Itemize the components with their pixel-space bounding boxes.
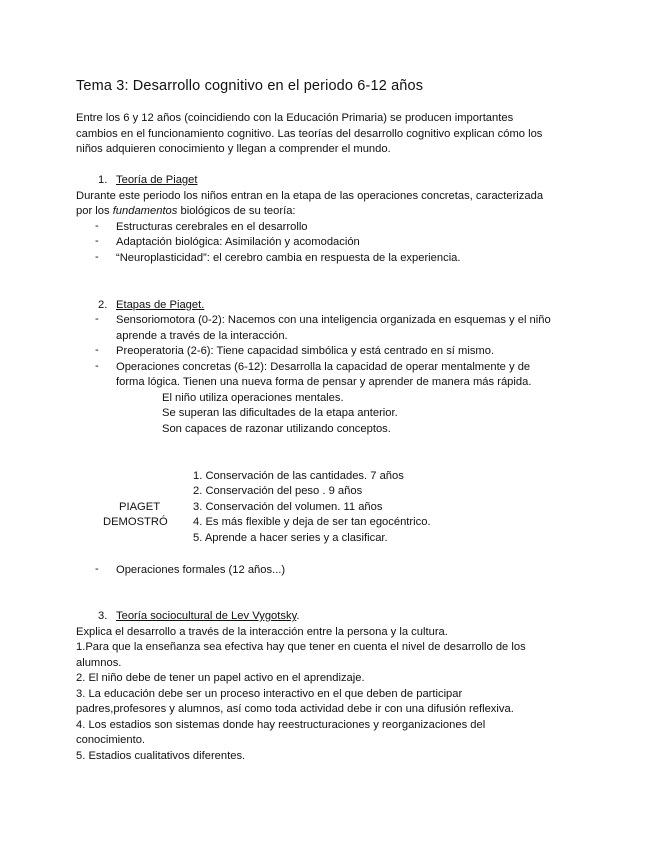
demonstrated-item: 1. Conservación de las cantidades. 7 años <box>193 470 404 482</box>
section3-heading-wrap <box>116 609 299 624</box>
bullet-dash: - <box>95 313 99 325</box>
piaget-label: DEMOSTRÓ <box>103 516 168 528</box>
demonstrated-item: 2. Conservación del peso . 9 años <box>193 485 363 497</box>
text-span: biológicos de su teoría: <box>177 205 296 217</box>
emphasis-text: fundamentos <box>112 205 178 217</box>
section3-line: Explica el desarrollo a través de la interacción entre la persona y la cultura. <box>76 626 448 638</box>
section3-line: 2. El niño debe de tener un papel activo en el aprendizaje. <box>76 672 365 684</box>
bullet-item: Estructuras cerebrales en el desarrollo <box>116 221 308 233</box>
bullet-dash: - <box>95 220 99 232</box>
bullet-item-continuation: aprende a través de la interacción. <box>116 330 288 342</box>
page-title: Tema 3: Desarrollo cognitivo en el periodo 6-12 años <box>76 78 424 94</box>
section1-paragraph-line: Durante este periodo los niños entran en la etapa de las operaciones concretas, caracterizada <box>76 190 544 202</box>
demonstrated-item: 5. Aprende a hacer series y a clasificar. <box>193 532 388 544</box>
bullet-item: Operaciones formales (12 años...) <box>116 564 286 576</box>
concrete-note: Se superan las dificultades de la etapa anterior. <box>162 407 398 419</box>
demonstrated-item: 3. Conservación del volumen. 11 años <box>193 501 383 513</box>
bullet-dash: - <box>95 344 99 356</box>
bullet-item: Preoperatoria (2-6): Tiene capacidad simbólica y está centrado en sí mismo. <box>116 345 495 357</box>
bullet-dash: - <box>95 251 99 263</box>
section3-number: 3. <box>98 610 108 622</box>
section3-heading: Teoría sociocultural de Lev Vygotsky <box>116 610 297 622</box>
section3-line: 5. Estadios cualitativos diferentes. <box>76 750 246 762</box>
section3-line: 1.Para que la enseñanza sea efectiva hay que tener en cuenta el nivel de desarrollo de los <box>76 641 526 653</box>
intro-line: cambios en el funcionamiento cognitivo. Las teorías del desarrollo cognitivo explican cómo los <box>76 128 543 140</box>
bullet-item: Operaciones concretas (6-12): Desarrolla la capacidad de operar mentalmente y de <box>116 361 531 373</box>
bullet-item-continuation: forma lógica. Tienen una nueva forma de pensar y aprender de manera más rápida. <box>116 376 532 388</box>
concrete-note: Son capaces de razonar utilizando conceptos. <box>162 423 391 435</box>
section1-number: 1. <box>98 174 108 186</box>
bullet-item: Adaptación biológica: Asimilación y acomodación <box>116 236 360 248</box>
intro-line: niños adquieren conocimiento y llegan a comprender el mundo. <box>76 143 391 155</box>
bullet-item: Sensoriomotora (0-2): Nacemos con una inteligencia organizada en esquemas y el niño <box>116 314 551 326</box>
section2-heading: Etapas de Piaget. <box>116 299 205 311</box>
section3-heading-suffix: . <box>296 610 300 622</box>
section3-line: alumnos. <box>76 657 122 669</box>
piaget-label: PIAGET <box>119 501 161 513</box>
bullet-dash: - <box>95 360 99 372</box>
section3-line: padres,profesores y alumnos, así como toda actividad debe ir con una difusión reflexiva. <box>76 703 514 715</box>
section3-line: 3. La educación debe ser un proceso interactivo en el que deben de participar <box>76 688 463 700</box>
section3-line: conocimiento. <box>76 734 146 746</box>
bullet-item: “Neuroplasticidad”: el cerebro cambia en respuesta de la experiencia. <box>116 252 461 264</box>
text-span: por los <box>76 205 113 217</box>
concrete-note: El niño utiliza operaciones mentales. <box>162 392 344 404</box>
section1-paragraph-line <box>76 204 296 219</box>
demonstrated-item: 4. Es más flexible y deja de ser tan egocéntrico. <box>193 516 431 528</box>
intro-line: Entre los 6 y 12 años (coincidiendo con la Educación Primaria) se producen importantes <box>76 112 514 124</box>
bullet-dash: - <box>95 235 99 247</box>
bullet-dash: - <box>95 563 99 575</box>
section2-number: 2. <box>98 299 108 311</box>
section3-line: 4. Los estadios son sistemas donde hay reestructuraciones y reorganizaciones del <box>76 719 486 731</box>
section1-heading: Teoría de Piaget <box>116 174 198 186</box>
